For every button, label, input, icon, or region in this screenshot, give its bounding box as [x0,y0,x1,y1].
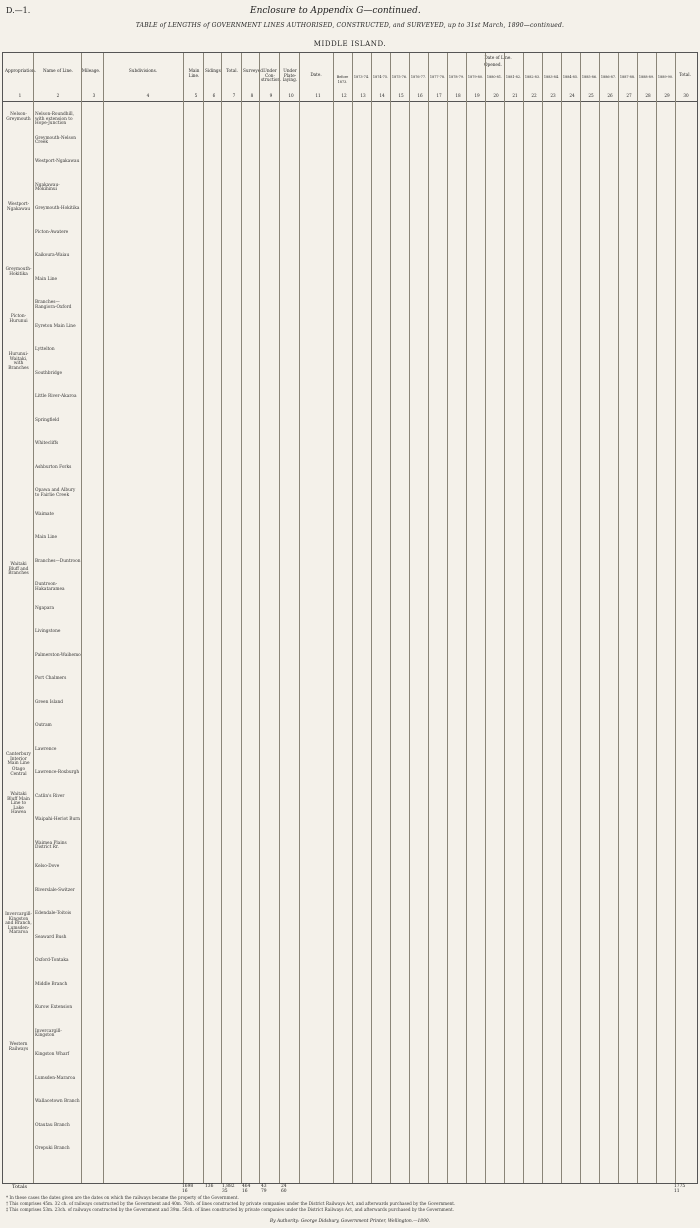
column-number: 9 [269,93,273,98]
line-name: Nelson-Roundhill, with extension to Hope-Junction [35,112,75,127]
col-sidings: Sidings. [205,68,223,73]
line-name: Eyreton Main Line [35,323,76,329]
lengths-table [2,52,698,1184]
totals-under-plate-laying: 24 60 [281,1184,287,1194]
line-name: Outram [35,723,52,728]
col-total: Total. [226,68,238,73]
line-name: Catlin's River [35,793,65,799]
year-header: 1886-87. [600,75,617,79]
column-number: 11 [315,93,321,98]
column-number: 18 [455,93,461,98]
appropriation-name: Waitaki Bluff Main Line to Lake Hawea [7,792,30,816]
column-number: 23 [550,93,556,98]
line-name: Lyttelton [35,347,55,352]
year-header: 1877-78. [429,75,446,79]
page-code: D.—1. [6,6,31,15]
column-number: 17 [436,93,442,98]
line-name: Main Line [35,535,58,540]
line-name: Ashburton Forks [35,464,72,470]
column-rule [485,53,486,1183]
col-under-construction: Under Con-struction. [261,68,282,83]
column-number: 16 [417,93,423,98]
line-name: Greymouth-Nelson Creek [35,135,77,146]
line-name: Waipahi-Heriot Burn [35,817,81,822]
year-header: 1876-77. [410,75,427,79]
line-name: Seaward Bush [35,934,67,940]
year-header: 1889-90. [657,75,674,79]
line-name: Kelso-Dove [35,864,60,869]
line-name: Port Chalmers [35,676,67,681]
column-number: 13 [360,93,366,98]
line-name: Livingstone [35,629,61,634]
column-rule [504,53,505,1183]
col-main-line: Main Line. [188,68,200,78]
column-number: 25 [588,93,594,98]
column-number: 10 [288,93,294,98]
totals-total: 1,882 35 [222,1184,235,1194]
year-header: 1882-83. [524,75,541,79]
line-name: Southbridge [35,370,63,376]
appropriation-name: Invercargill-Kingston and Branch, Lumsden-Mararoa [5,912,32,936]
column-number: 12 [341,93,347,98]
totals-main-line: 1698 16 [182,1184,194,1194]
column-number: 4 [146,93,150,98]
column-number: 1 [18,93,22,98]
appropriation-name: Greymouth-Hokitika [5,267,32,277]
column-number: 28 [645,93,651,98]
year-header: 1883-84. [543,75,560,79]
line-name: Orepuki Branch [35,1146,70,1151]
column-rule [352,53,353,1183]
totals-opened: 1775 11 [674,1184,686,1194]
column-number: 15 [398,93,404,98]
year-header: 1887-88. [619,75,636,79]
appropriation-name: Westport-Ngakawau [6,202,31,212]
appropriation-name: Picton-Hurunui [9,314,28,324]
column-number: 30 [683,93,689,98]
appropriation-name: Canterbury Interior Main Line [6,752,31,767]
totals-label: Totals [12,1184,28,1190]
column-rule [580,53,581,1183]
column-rule [299,53,300,1183]
column-number: 5 [194,93,198,98]
column-number: 3 [92,93,96,98]
column-rule [409,53,410,1183]
column-number: 27 [626,93,632,98]
footnote-1: * In these cases the dates given are the dates on which the railways became the property of the Government. [6,1195,239,1200]
appropriation-name: Waitaki Bluff and Branches [8,562,29,577]
col-appropriation: Appropriation. [5,68,36,73]
line-name: Westport-Ngakawau [35,159,80,164]
col-total-opened: Total. [679,72,691,77]
column-rule [542,53,543,1183]
appropriation-name: Western Railways [8,1042,29,1052]
line-name: Waimea Plains District Rr. [35,840,67,851]
line-name: Branches—Duntroon [35,558,81,564]
column-rule [561,53,562,1183]
line-name: Picton-Awatere [35,229,69,235]
column-rule [183,53,184,1183]
table-title: TABLE of LENGTHS of GOVERNMENT LINES AUTHORISED, CONSTRUCTED, and SURVEYED, up to 31st March, 1890—continued. [135,22,565,29]
column-rule [103,53,104,1183]
column-rule [637,53,638,1183]
line-name: Main Line [35,276,58,282]
year-header: Before 1873. [336,75,349,84]
line-name: Kaikoura-Waiau [35,253,70,258]
line-name: Kurow Extension [35,1005,73,1010]
printer-footer: By Authority: George Didsbury, Government Printer, Wellington.—1890. [269,1219,431,1224]
column-number: 7 [232,93,236,98]
column-rule [656,53,657,1183]
col-date: Date. [310,72,322,77]
year-header: 1880-81. [486,75,503,79]
column-rule [618,53,619,1183]
line-name: Branches—Rangiora-Oxford [35,300,72,310]
appropriation-name: Otago Central [10,767,27,777]
year-header: 1885-86. [581,75,598,79]
line-name: Palmerston-Waihemo [35,652,81,658]
line-name: Springfield [35,417,60,423]
column-rule [428,53,429,1183]
column-number: 21 [512,93,518,98]
column-number: 6 [212,93,216,98]
line-name: Lawrence-Roxburgh [35,770,80,775]
line-name: Little River-Akaroa [35,394,77,399]
table-header [3,53,697,102]
appropriation-name: Nelson-Greymouth [6,112,31,122]
column-rule [241,53,242,1183]
totals-surveyed: 464 16 [242,1184,251,1194]
figures-body [103,103,697,1183]
col-under-plate-laying: Under Plate-laying. [282,68,298,83]
column-rule [390,53,391,1183]
column-rule [203,53,204,1183]
line-name: Opawa and Albury to Fairlie Creek [35,488,76,498]
column-rule [221,53,222,1183]
column-rule [81,53,82,1183]
line-name: Ngakawau-Mokihinui [35,182,60,193]
col-subdivisions: Subdivisions. [128,68,158,73]
column-rule [675,53,676,1183]
line-name: Lawrence [35,746,57,752]
enclosure-title: Enclosure to Appendix G—continued. [250,6,421,16]
col-mileage: Mileage. [81,68,101,73]
line-name: Duntroon-Hakataramea [35,582,65,592]
year-header: 1875-76. [391,75,408,79]
line-name: Middle Branch [35,981,68,987]
line-name: Wallacetown Branch [35,1099,80,1104]
column-rule [523,53,524,1183]
line-name: Greymouth-Hokitika [35,206,80,211]
line-name: Otautau Branch [35,1122,70,1128]
line-name: Oxford-Tontaka [35,958,69,963]
column-number: 29 [664,93,670,98]
year-header: 1873-74. [353,75,370,79]
column-rule [599,53,600,1183]
col-date-of-line: Date of Line. [484,55,512,60]
year-header: 1879-80. [467,75,484,79]
column-number: 26 [607,93,613,98]
column-number: 24 [569,93,575,98]
appropriation-name: Hurunui-Waitaki, with Branches [8,352,29,371]
column-rule [447,53,448,1183]
column-number: 22 [531,93,537,98]
col-surveyed: Surveyed. [243,68,265,73]
line-name: Waimate [35,511,54,517]
col-opened: Opened. [484,62,502,67]
column-rule [333,53,334,1183]
totals-under-construction: 43 79 [261,1184,267,1194]
col-name: Name of Line. [43,68,73,73]
line-name: Invercargill-Kingston [35,1028,62,1039]
line-name: Edendale-Toitois [35,911,72,916]
column-rule [466,53,467,1183]
year-header: 1878-79. [448,75,465,79]
footnote-3: ‡ This comprises 53m. 23ch. of railways constructed by the Government and 39m. 56ch. of lines constructed by private companies under the District Railways Act, and afterwards purchased by the Government. [6,1207,454,1212]
line-name: Whitecliffs [35,441,59,446]
column-number: 8 [250,93,254,98]
column-number: 20 [493,93,499,98]
line-name: Green Island [35,699,64,705]
year-header: 1884-85. [562,75,579,79]
line-name: Riverslale-Switzer [35,887,75,893]
column-rule [279,53,280,1183]
column-number: 19 [474,93,480,98]
column-rule [371,53,372,1183]
column-rule [259,53,260,1183]
column-rule [33,53,34,1183]
year-header: 1874-75. [372,75,389,79]
island-subtitle: MIDDLE ISLAND. [313,40,387,48]
year-header: 1888-89. [638,75,655,79]
footnote-2: † This comprises 45m. 32 ch. of railways constructed by the Government and 40m. 78ch. of lines constructed by private companies under the District Railways Act, and afterwards purchased by the Government. [6,1201,456,1206]
line-name: Lumsden-Mararoa [35,1075,76,1081]
line-name: Kingston Wharf [35,1052,70,1057]
column-number: 2 [56,93,60,98]
line-name: Ngapara [35,605,55,611]
year-header: 1881-82. [505,75,522,79]
totals-sidings: 136 [205,1184,214,1189]
column-number: 14 [379,93,385,98]
